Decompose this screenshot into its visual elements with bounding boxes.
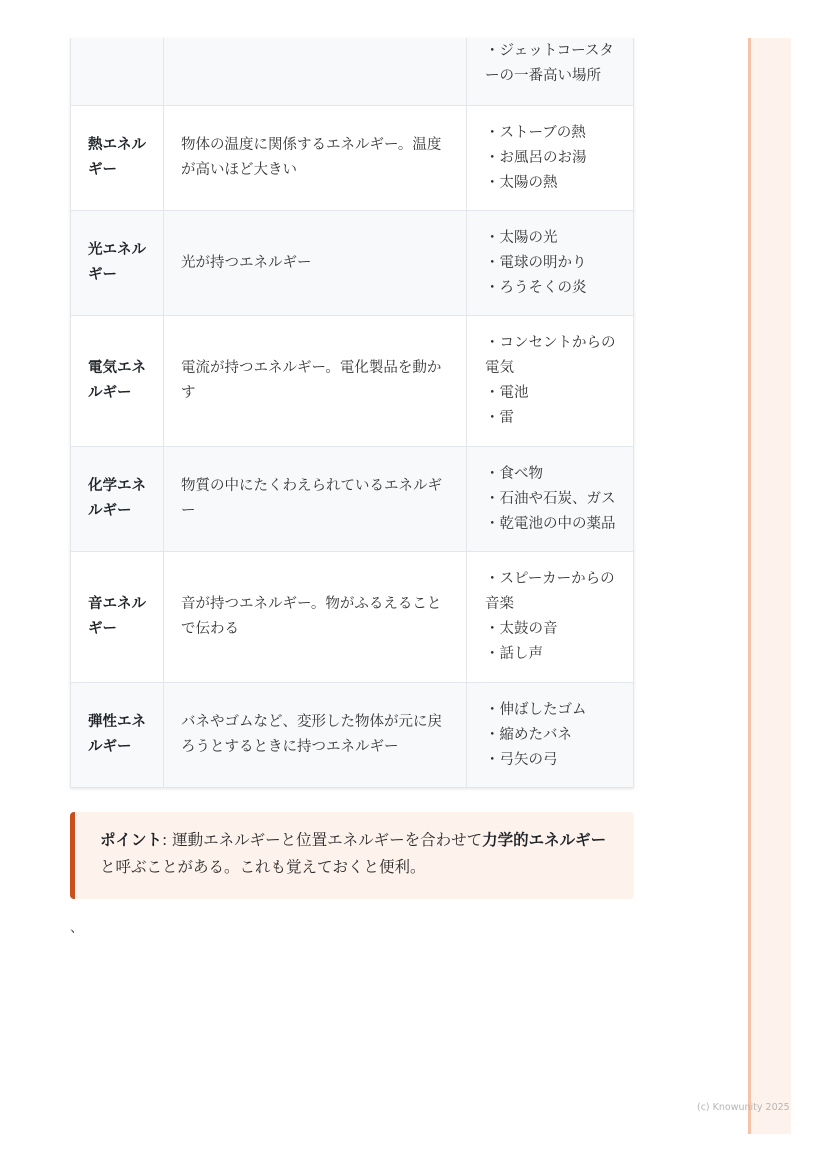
example-line: ・ジェットコースタ bbox=[485, 43, 614, 59]
example-line: ・雷 bbox=[485, 410, 514, 426]
energy-examples bbox=[467, 211, 633, 315]
energy-examples bbox=[467, 447, 633, 551]
energy-table bbox=[70, 38, 634, 788]
energy-examples bbox=[467, 316, 633, 446]
energy-description: 物体の温度に関係するエネルギー。温度が高いほど大きい bbox=[164, 106, 467, 210]
example-line: ・弓矢の弓 bbox=[485, 751, 558, 768]
example-line: ・石油や石炭、ガス bbox=[485, 490, 616, 507]
example-line: ・ろうそくの炎 bbox=[485, 279, 587, 296]
table-row bbox=[71, 38, 633, 105]
energy-examples bbox=[467, 552, 633, 682]
point-emphasis: 力学的エネルギー bbox=[482, 831, 607, 849]
example-line: ・伸ばしたゴム bbox=[485, 701, 587, 718]
example-line: ・太鼓の音 bbox=[485, 621, 558, 637]
table-row bbox=[71, 551, 633, 682]
energy-examples bbox=[467, 106, 633, 210]
energy-description: 光が持つエネルギー bbox=[164, 211, 467, 315]
energy-type-name: 熱エネルギー bbox=[71, 106, 164, 210]
example-line: ・太陽の熱 bbox=[485, 174, 558, 191]
table-row bbox=[71, 105, 633, 210]
table-row bbox=[71, 315, 633, 446]
energy-type-name: 光エネルギー bbox=[71, 211, 164, 315]
energy-description: 音が持つエネルギー。物がふるえることで伝わる bbox=[164, 552, 467, 682]
example-line: ・電池 bbox=[485, 385, 529, 401]
example-line: 音楽 bbox=[485, 596, 514, 612]
energy-description: バネやゴムなど、変形した物体が元に戻ろうとするときに持つエネルギー bbox=[164, 683, 467, 787]
example-line: ・食べ物 bbox=[485, 465, 543, 482]
example-line: ・コンセントからの bbox=[485, 335, 616, 351]
point-callout bbox=[70, 812, 634, 899]
example-line: ・縮めたバネ bbox=[485, 726, 572, 743]
side-panel bbox=[748, 38, 791, 1134]
energy-description: 物質の中にたくわえられているエネルギー bbox=[164, 447, 467, 551]
footer-copyright: (c) Knowunity 2025 bbox=[697, 1102, 790, 1113]
point-text-before: : 運動エネルギーと位置エネルギーを合わせて bbox=[162, 831, 483, 849]
example-line: ・電球の明かり bbox=[485, 254, 587, 271]
example-line: 電気 bbox=[485, 360, 514, 376]
energy-type-name: 電気エネルギー bbox=[71, 316, 164, 446]
table-row bbox=[71, 682, 633, 787]
example-line: ・乾電池の中の薬品 bbox=[485, 515, 616, 532]
energy-examples bbox=[467, 38, 633, 105]
energy-description bbox=[164, 38, 467, 105]
table-row bbox=[71, 210, 633, 315]
example-line: ・ストーブの熱 bbox=[485, 124, 586, 141]
energy-type-name bbox=[71, 38, 164, 105]
table-row bbox=[71, 446, 633, 551]
point-text-after: と呼ぶことがある。これも覚えておくと便利。 bbox=[100, 858, 426, 876]
energy-description: 電流が持つエネルギー。電化製品を動かす bbox=[164, 316, 467, 446]
example-line: ・話し声 bbox=[485, 646, 543, 662]
energy-type-name: 弾性エネルギー bbox=[71, 683, 164, 787]
example-line: ・スピーカーからの bbox=[485, 571, 615, 587]
stray-mark: 、 bbox=[70, 920, 84, 936]
energy-type-name: 化学エネルギー bbox=[71, 447, 164, 551]
point-label: ポイント bbox=[100, 831, 163, 849]
example-line: ーの一番高い場所 bbox=[485, 68, 601, 84]
example-line: ・太陽の光 bbox=[485, 229, 558, 246]
example-line: ・お風呂のお湯 bbox=[485, 149, 587, 166]
energy-examples bbox=[467, 683, 633, 787]
energy-type-name: 音エネルギー bbox=[71, 552, 164, 682]
